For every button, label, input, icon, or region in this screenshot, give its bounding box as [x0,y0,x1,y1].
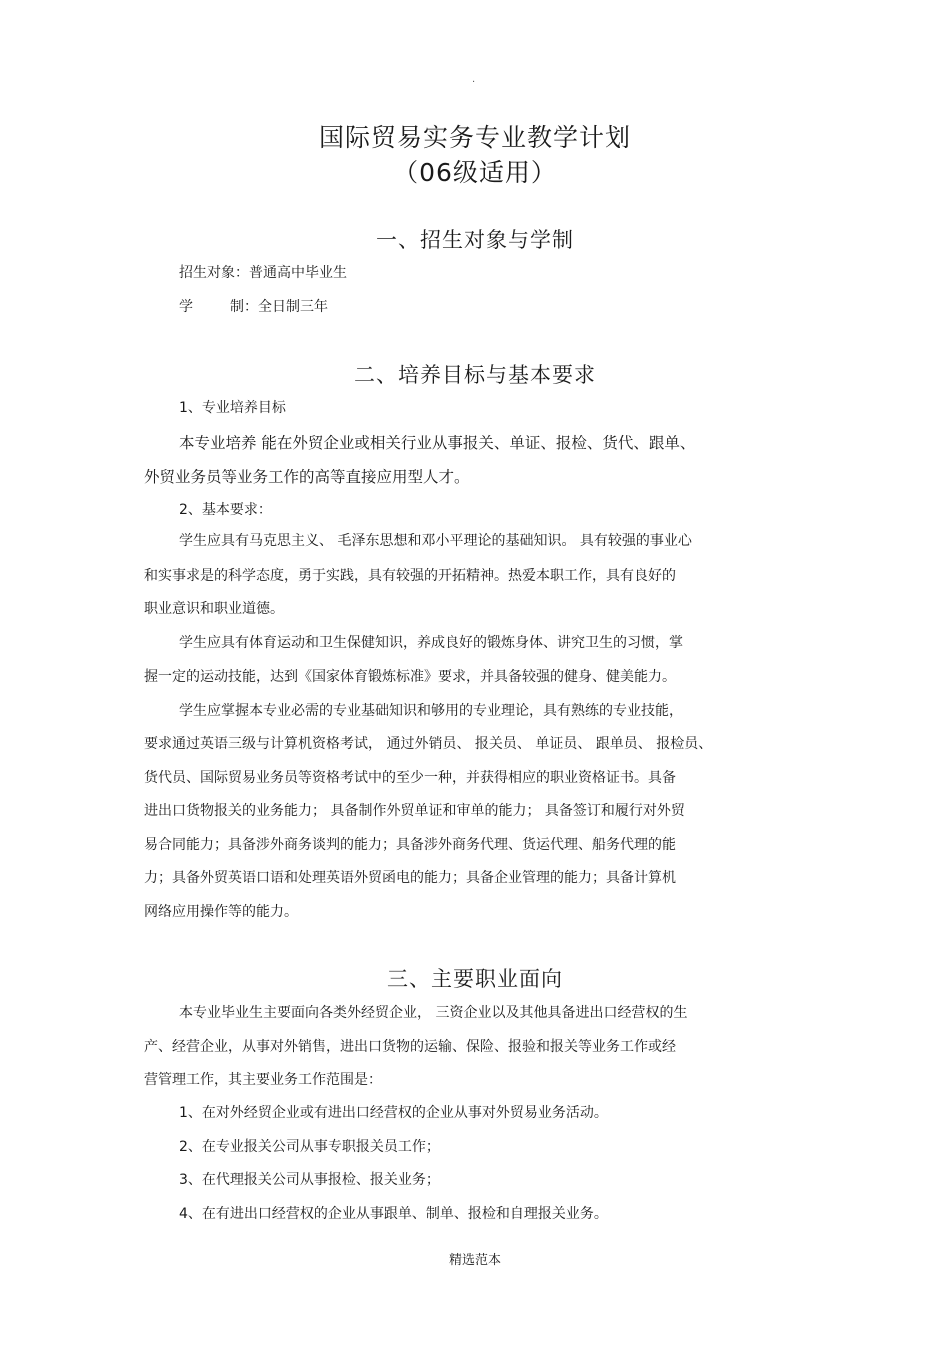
career-intro-line: 本专业毕业生主要面向各类外经贸企业， 三资企业以及其他具备进出口经营权的生 [179,1005,688,1021]
section3-heading: 三、主要职业面向 [387,967,563,991]
requirement-line: 学生应掌握本专业必需的专业基础知识和够用的专业理论，具有熟练的专业技能， [179,703,683,719]
subheading-basic-requirements: 2、基本要求： [179,502,272,518]
career-item: 4、在有进出口经营权的企业从事跟单、制单、报检和自理报关业务。 [179,1206,608,1222]
goal-line: 本专业培养 能在外贸企业或相关行业从事报关、单证、报检、货代、跟单、 [179,434,696,452]
requirement-line: 握一定的运动技能，达到《国家体育锻炼标准》要求，并具备较强的健身、健美能力。 [144,669,676,685]
requirement-line: 易合同能力；具备涉外商务谈判的能力；具备涉外商务代理、货运代理、船务代理的能 [144,837,676,853]
career-intro-line: 产、经营企业，从事对外销售，进出口货物的运输、保险、报验和报关等业务工作或经 [144,1039,676,1055]
section1-heading: 一、招生对象与学制 [376,228,574,252]
top-dot: . [472,74,476,85]
subheading-training-goal: 1、专业培养目标 [179,400,286,416]
requirement-line: 职业意识和职业道德。 [144,601,284,617]
requirement-line: 进出口货物报关的业务能力； 具备制作外贸单证和审单的能力； 具备签订和履行对外贸 [144,803,685,819]
page-footer: 精选范本 [448,1253,501,1268]
enrollment-target: 招生对象：普通高中毕业生 [179,265,347,281]
career-item: 2、在专业报关公司从事专职报关员工作； [179,1139,440,1155]
career-item: 3、在代理报关公司从事报检、报关业务； [179,1172,440,1188]
study-system-label: 学 [179,299,193,315]
requirement-line: 学生应具有体育运动和卫生保健知识，养成良好的锻炼身体、讲究卫生的习惯，掌 [179,635,683,651]
requirement-line: 货代员、国际贸易业务员等资格考试中的至少一种，并获得相应的职业资格证书。具备 [144,770,676,786]
requirement-line: 网络应用操作等的能力。 [144,904,298,920]
document-subtitle: （06级适用） [393,158,557,187]
goal-line: 外贸业务员等业务工作的高等直接应用型人才。 [144,468,470,486]
requirement-line: 力；具备外贸英语口语和处理英语外贸函电的能力；具备企业管理的能力；具备计算机 [144,870,676,886]
requirement-line: 学生应具有马克思主义、 毛泽东思想和邓小平理论的基础知识。 具有较强的事业心 [179,533,692,549]
section2-heading: 二、培养目标与基本要求 [354,363,596,387]
requirement-line: 要求通过英语三级与计算机资格考试， 通过外销员、 报关员、 单证员、 跟单员、 报检员、 [144,736,713,752]
document-title: 国际贸易实务专业教学计划 [318,123,631,152]
requirement-line: 和实事求是的科学态度，勇于实践，具有较强的开拓精神。热爱本职工作，具有良好的 [144,568,676,584]
study-system-value: 制：全日制三年 [230,299,328,315]
career-intro-line: 营管理工作，其主要业务工作范围是： [144,1072,382,1088]
career-item: 1、在对外经贸企业或有进出口经营权的企业从事对外贸易业务活动。 [179,1105,608,1121]
